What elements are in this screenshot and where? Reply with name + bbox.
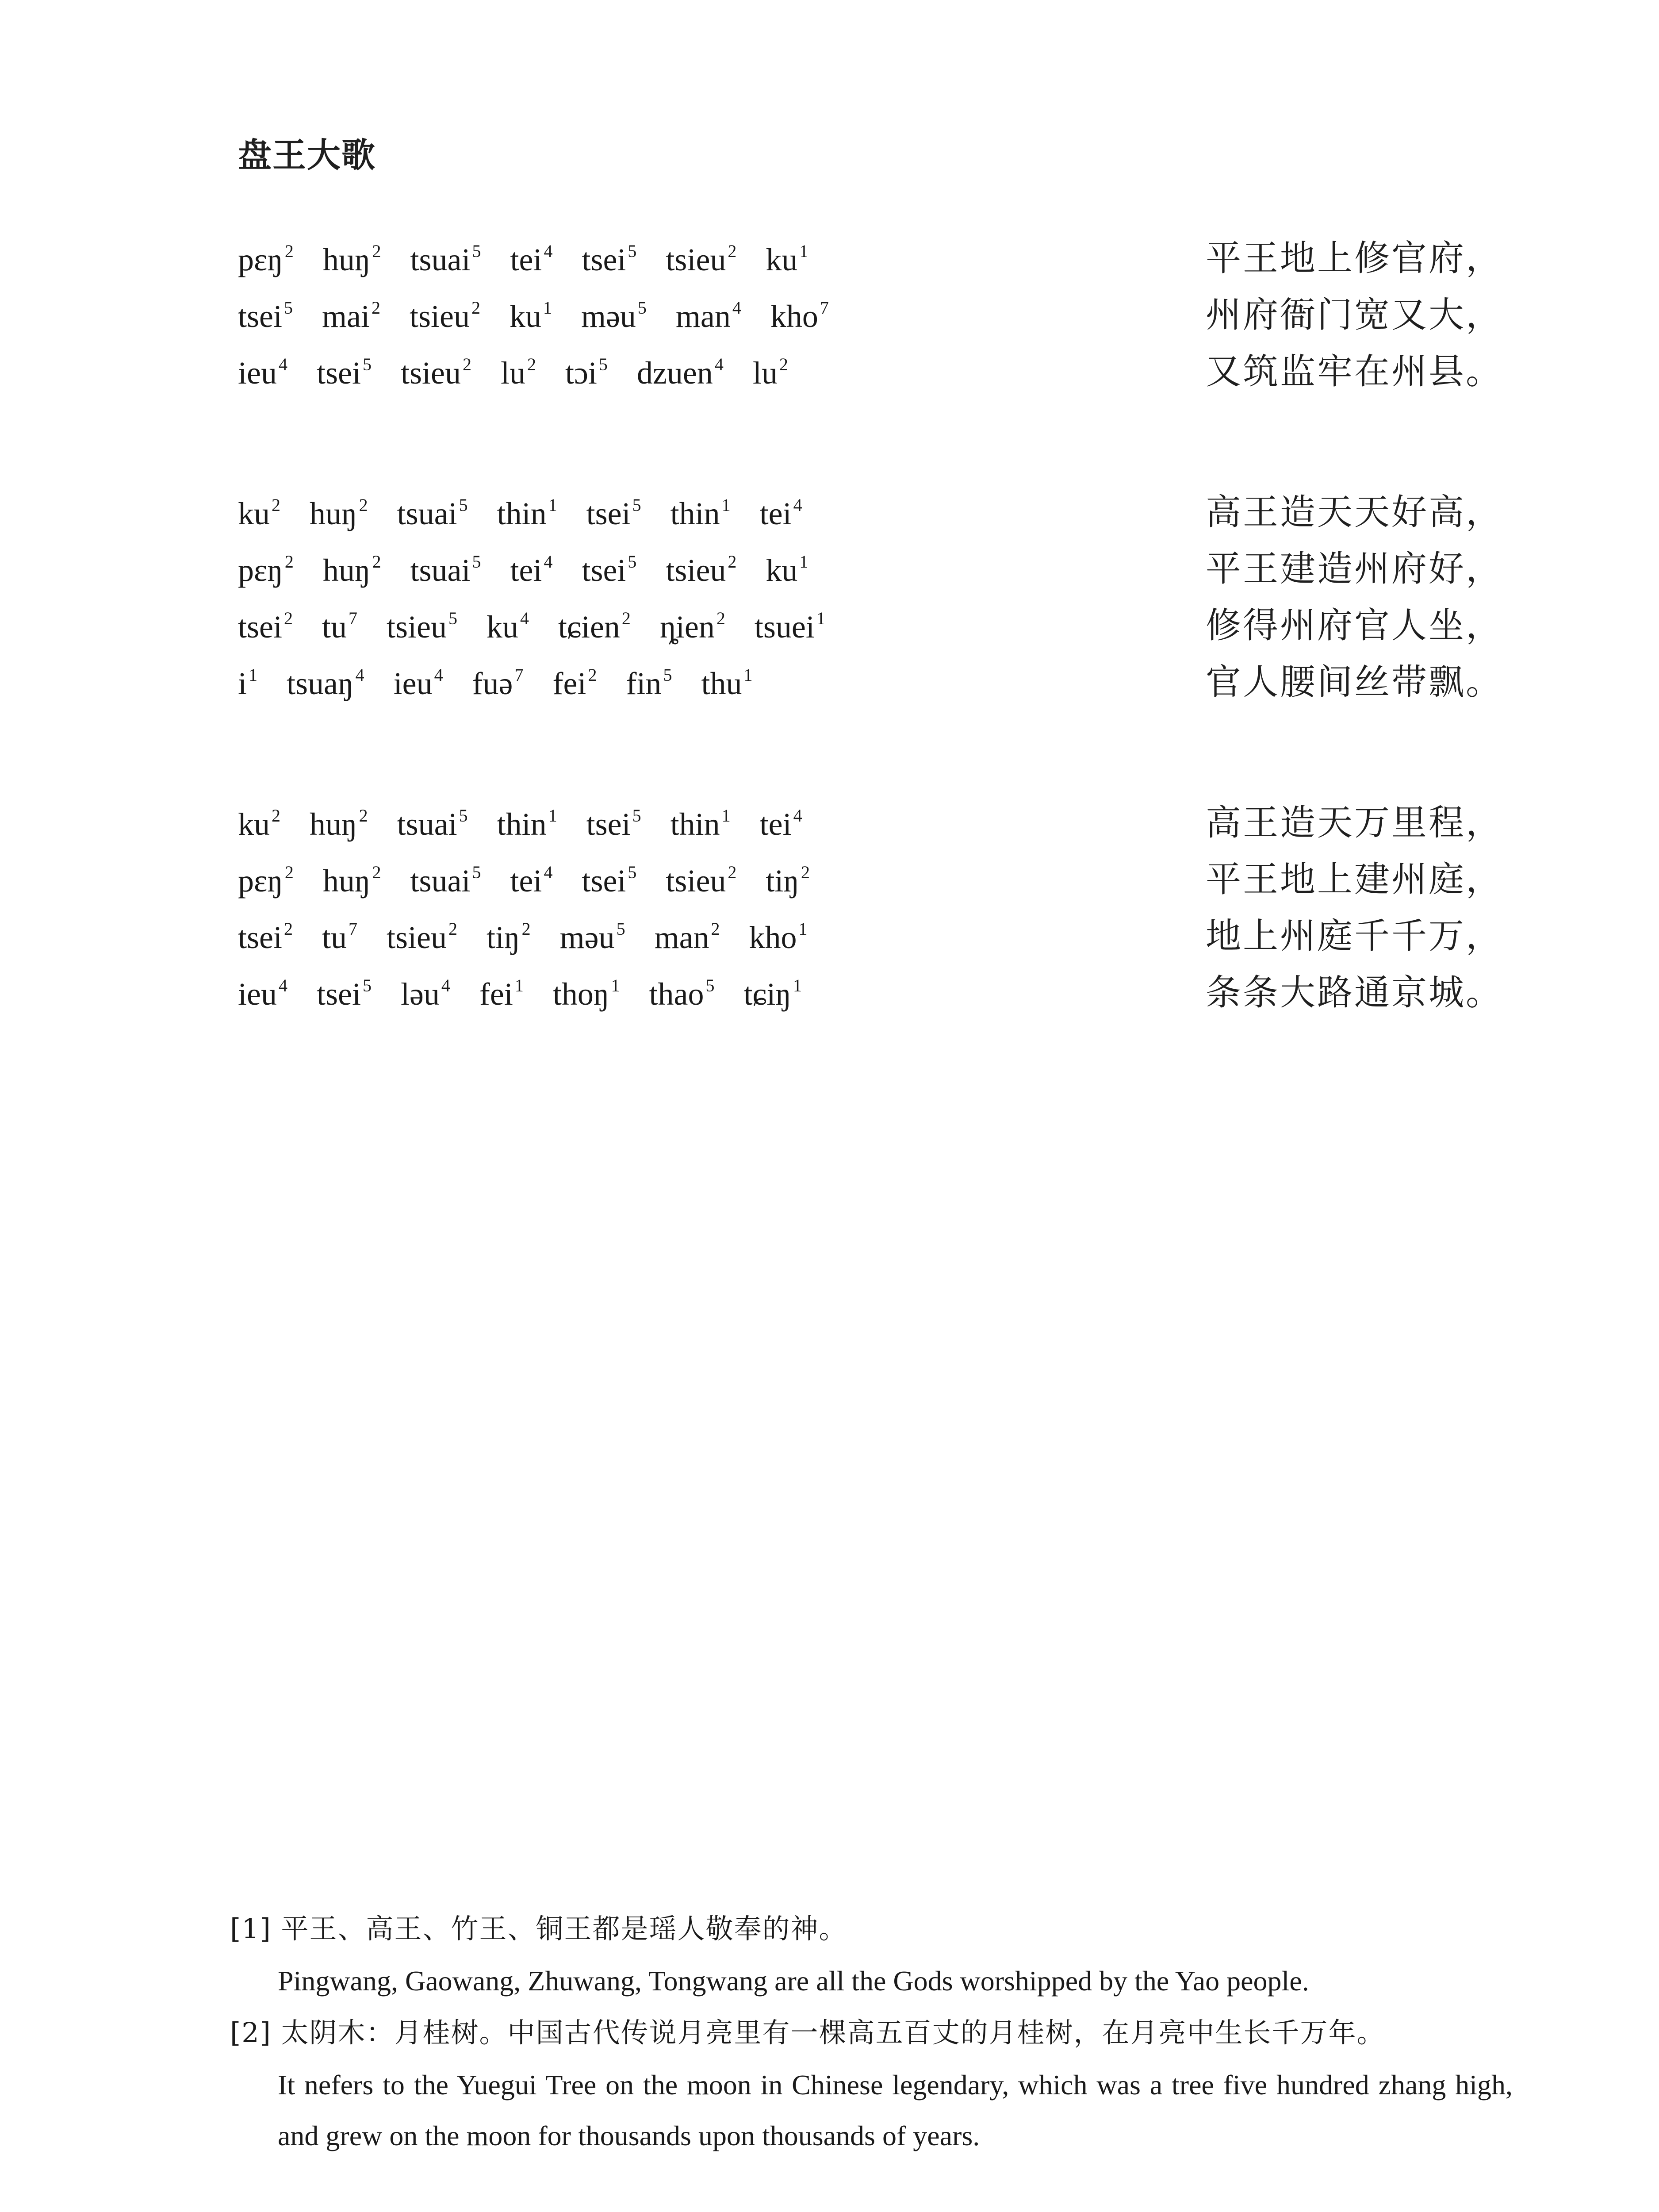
tone-number: 5 — [472, 552, 481, 572]
syllable: huŋ $^2$ — [322, 862, 381, 899]
syllable: thin $^1$ — [497, 495, 557, 531]
verse-line — [238, 964, 1503, 1021]
verse-line — [238, 343, 1503, 400]
tone-number: 1 — [793, 975, 802, 995]
verse-line — [238, 851, 1503, 908]
footnote-2-zh: [2] 太阴木：月桂树。中国古代传说月亮里有一棵高五百丈的月桂树，在月亮中生长千万年。 — [230, 2016, 1385, 2049]
chinese-verse: 官人腰间丝带飘。 — [1206, 661, 1503, 703]
tone-number: 2 — [372, 862, 381, 882]
syllable: tei $^4$ — [759, 495, 802, 531]
romanization — [238, 909, 837, 971]
tone-number: 5 — [459, 495, 468, 515]
tone-number: 2 — [471, 298, 480, 318]
syllable: tu $^7$ — [322, 919, 357, 955]
tone-number: 2 — [284, 608, 293, 628]
chinese-verse: 平王地上建州庭， — [1206, 859, 1503, 900]
syllable: pɛŋ $^2$ — [238, 862, 294, 899]
footnotes — [230, 1902, 1513, 2161]
syllable: tu $^7$ — [322, 608, 357, 645]
syllable: tsuei $^1$ — [754, 608, 825, 645]
syllable: tɕiŋ $^1$ — [743, 975, 802, 1012]
romanization — [238, 288, 858, 349]
chinese-verse: 州府衙门宽又大， — [1206, 294, 1503, 335]
syllable: man $^2$ — [654, 919, 720, 955]
tone-number: 2 — [284, 241, 294, 261]
syllable: tei $^4$ — [510, 552, 553, 588]
tone-number: 7 — [349, 919, 357, 939]
romanization — [238, 966, 831, 1027]
chinese-verse: 平王建造州府好， — [1206, 548, 1503, 589]
syllable: ieu $^4$ — [393, 665, 443, 701]
syllable: tsuai $^5$ — [410, 862, 481, 899]
tone-number: 1 — [548, 806, 557, 826]
syllable: ku $^1$ — [766, 552, 808, 588]
syllable: tei $^4$ — [510, 862, 553, 899]
syllable: mai $^2$ — [322, 298, 380, 334]
syllable: fei $^1$ — [479, 975, 524, 1012]
tone-number: 5 — [472, 241, 481, 261]
syllable: lu $^2$ — [500, 354, 536, 391]
tone-number: 1 — [743, 665, 753, 685]
syllable: dzuen $^4$ — [636, 354, 724, 391]
tone-number: 2 — [448, 919, 457, 939]
tone-number: 4 — [520, 608, 529, 628]
tone-number: 4 — [544, 862, 553, 882]
syllable: huŋ $^2$ — [310, 495, 368, 531]
tone-number: 1 — [721, 495, 731, 515]
tone-number: 5 — [362, 354, 372, 374]
tone-number: 5 — [472, 862, 481, 882]
syllable: tsieu $^2$ — [666, 241, 737, 277]
romanization — [238, 345, 817, 406]
syllable: tsuai $^5$ — [410, 552, 481, 588]
tone-number: 5 — [448, 608, 457, 628]
tone-number: 1 — [798, 919, 808, 939]
chinese-verse: 平王地上修官府， — [1206, 238, 1503, 279]
tone-number: 5 — [616, 919, 625, 939]
chinese-verse: 地上州庭千千万， — [1206, 915, 1503, 956]
verse-line — [238, 287, 1503, 343]
syllable: tsieu $^2$ — [400, 354, 471, 391]
tone-number: 4 — [793, 806, 802, 826]
tone-number: 1 — [721, 806, 731, 826]
romanization — [238, 599, 854, 660]
tone-number: 5 — [632, 495, 641, 515]
syllable: ku $^1$ — [766, 241, 808, 277]
tone-number: 5 — [284, 298, 293, 318]
verse-line — [238, 795, 1503, 851]
tone-number: 1 — [543, 298, 552, 318]
syllable: tsei $^5$ — [316, 354, 372, 391]
syllable: tsei $^5$ — [238, 298, 293, 334]
syllable: ku $^1$ — [509, 298, 552, 334]
syllable: ku $^4$ — [486, 608, 529, 645]
tone-number: 1 — [249, 665, 258, 685]
footnote-1-zh: [1] 平王、高王、竹王、铜王都是瑶人敬奉的神。 — [230, 1912, 847, 1945]
syllable: tsei $^5$ — [582, 241, 637, 277]
tone-number: 2 — [272, 806, 280, 826]
verse-line — [238, 654, 1503, 710]
syllable: huŋ $^2$ — [322, 552, 381, 588]
tone-number: 2 — [372, 241, 381, 261]
tone-number: 5 — [632, 806, 641, 826]
tone-number: 2 — [284, 862, 294, 882]
tone-number: 2 — [284, 552, 294, 572]
syllable: tsieu $^2$ — [666, 862, 737, 899]
tone-number: 7 — [514, 665, 524, 685]
syllable: ləu $^4$ — [400, 975, 450, 1012]
syllable: thu $^1$ — [701, 665, 753, 701]
syllable: man $^4$ — [675, 298, 741, 334]
syllable: tsuai $^5$ — [397, 495, 468, 531]
syllable: i $^1$ — [238, 665, 258, 701]
syllable: thin $^1$ — [670, 806, 731, 842]
tone-number: 1 — [799, 552, 808, 572]
tone-number: 7 — [349, 608, 357, 628]
syllable: tsei $^2$ — [238, 919, 293, 955]
chinese-verse: 修得州府官人坐， — [1206, 605, 1503, 646]
syllable: tsei $^5$ — [582, 552, 637, 588]
syllable: tei $^4$ — [510, 241, 553, 277]
page-title: 盘王大歌 — [238, 135, 376, 175]
syllable: məu $^5$ — [581, 298, 647, 334]
tone-number: 5 — [637, 298, 647, 318]
romanization — [238, 542, 837, 603]
syllable: fuə $^7$ — [472, 665, 524, 701]
syllable: tɔi $^5$ — [565, 354, 608, 391]
tone-number: 2 — [359, 495, 368, 515]
syllable: ȵien $^2$ — [659, 608, 725, 645]
syllable: thin $^1$ — [497, 806, 557, 842]
syllable: ieu $^4$ — [238, 354, 287, 391]
stanza-1 — [238, 230, 1503, 400]
syllable: kho $^7$ — [770, 298, 829, 334]
tone-number: 1 — [816, 608, 825, 628]
syllable: tsei $^5$ — [316, 975, 372, 1012]
syllable: ku $^2$ — [238, 495, 280, 531]
syllable: fin $^5$ — [626, 665, 672, 701]
syllable: tsei $^5$ — [586, 495, 641, 531]
syllable: tsei $^2$ — [238, 608, 293, 645]
syllable: məu $^5$ — [559, 919, 625, 955]
syllable: tsieu $^2$ — [666, 552, 737, 588]
syllable: pɛŋ $^2$ — [238, 552, 294, 588]
tone-number: 4 — [793, 495, 802, 515]
romanization — [238, 231, 837, 293]
stanza-3 — [238, 795, 1503, 1021]
verse-section — [238, 230, 1503, 1105]
romanization — [238, 796, 831, 857]
syllable: ku $^2$ — [238, 806, 280, 842]
verse-line — [238, 230, 1503, 287]
footnote-1-en: Pingwang, Gaowang, Zhuwang, Tongwang are all the Gods worshipped by the Yao people. — [278, 1965, 1309, 1997]
tone-number: 2 — [728, 862, 737, 882]
tone-number: 2 — [801, 862, 810, 882]
verse-line — [238, 541, 1503, 597]
syllable: huŋ $^2$ — [310, 806, 368, 842]
tone-number: 4 — [278, 975, 287, 995]
syllable: tsieu $^2$ — [409, 298, 480, 334]
romanization — [238, 485, 831, 547]
syllable: thoŋ $^1$ — [552, 975, 620, 1012]
tone-number: 5 — [628, 862, 637, 882]
tone-number: 4 — [278, 354, 287, 374]
tone-number: 2 — [588, 665, 597, 685]
tone-number: 2 — [372, 552, 381, 572]
syllable: tiŋ $^2$ — [486, 919, 531, 955]
tone-number: 5 — [598, 354, 608, 374]
tone-number: 1 — [611, 975, 620, 995]
chinese-verse: 又筑监牢在州县。 — [1206, 351, 1503, 392]
tone-number: 4 — [434, 665, 443, 685]
tone-number: 2 — [272, 495, 280, 515]
syllable: tsei $^5$ — [586, 806, 641, 842]
tone-number: 4 — [355, 665, 364, 685]
tone-number: 5 — [362, 975, 372, 995]
syllable: tiŋ $^2$ — [766, 862, 810, 899]
syllable: tɕien $^2$ — [558, 608, 631, 645]
tone-number: 2 — [371, 298, 380, 318]
syllable: thao $^5$ — [649, 975, 715, 1012]
syllable: fei $^2$ — [552, 665, 597, 701]
tone-number: 1 — [548, 495, 557, 515]
tone-number: 2 — [359, 806, 368, 826]
syllable: huŋ $^2$ — [322, 241, 381, 277]
chinese-verse: 条条大路通京城。 — [1206, 972, 1503, 1013]
syllable: lu $^2$ — [752, 354, 788, 391]
syllable: kho $^1$ — [749, 919, 808, 955]
tone-number: 1 — [514, 975, 524, 995]
tone-number: 5 — [628, 241, 637, 261]
tone-number: 4 — [544, 241, 553, 261]
tone-number: 4 — [732, 298, 741, 318]
romanization — [238, 853, 839, 914]
tone-number: 5 — [705, 975, 715, 995]
syllable: tei $^4$ — [759, 806, 802, 842]
tone-number: 2 — [728, 241, 737, 261]
tone-number: 4 — [714, 354, 724, 374]
stanza-2 — [238, 484, 1503, 710]
syllable: tsieu $^2$ — [387, 919, 457, 955]
tone-number: 2 — [284, 919, 293, 939]
tone-number: 2 — [711, 919, 720, 939]
tone-number: 2 — [728, 552, 737, 572]
tone-number: 4 — [441, 975, 450, 995]
verse-line — [238, 597, 1503, 654]
syllable: thin $^1$ — [670, 495, 731, 531]
syllable: tsuai $^5$ — [397, 806, 468, 842]
verse-line — [238, 484, 1503, 541]
tone-number: 2 — [716, 608, 725, 628]
tone-number: 2 — [779, 354, 788, 374]
chinese-verse: 高王造天万里程， — [1206, 802, 1503, 843]
verse-line — [238, 908, 1503, 964]
tone-number: 5 — [459, 806, 468, 826]
romanization — [238, 655, 782, 717]
tone-number: 1 — [799, 241, 808, 261]
syllable: ieu $^4$ — [238, 975, 287, 1012]
syllable: tsieu $^5$ — [387, 608, 457, 645]
tone-number: 2 — [621, 608, 631, 628]
tone-number: 7 — [820, 298, 829, 318]
footnote-2-en: It nefers to the Yuegui Tree on the moon in Chinese legendary, which was a tree five hundred zhang high, and grew on the moon for thousands upon thousands of years. — [278, 2069, 1513, 2151]
tone-number: 2 — [527, 354, 536, 374]
chinese-verse: 高王造天天好高， — [1206, 492, 1503, 533]
syllable: tsuaŋ $^4$ — [287, 665, 364, 701]
tone-number: 5 — [628, 552, 637, 572]
syllable: tsuai $^5$ — [410, 241, 481, 277]
tone-number: 2 — [521, 919, 531, 939]
syllable: tsei $^5$ — [582, 862, 637, 899]
syllable: pɛŋ $^2$ — [238, 241, 294, 277]
tone-number: 2 — [462, 354, 471, 374]
tone-number: 4 — [544, 552, 553, 572]
tone-number: 5 — [663, 665, 672, 685]
